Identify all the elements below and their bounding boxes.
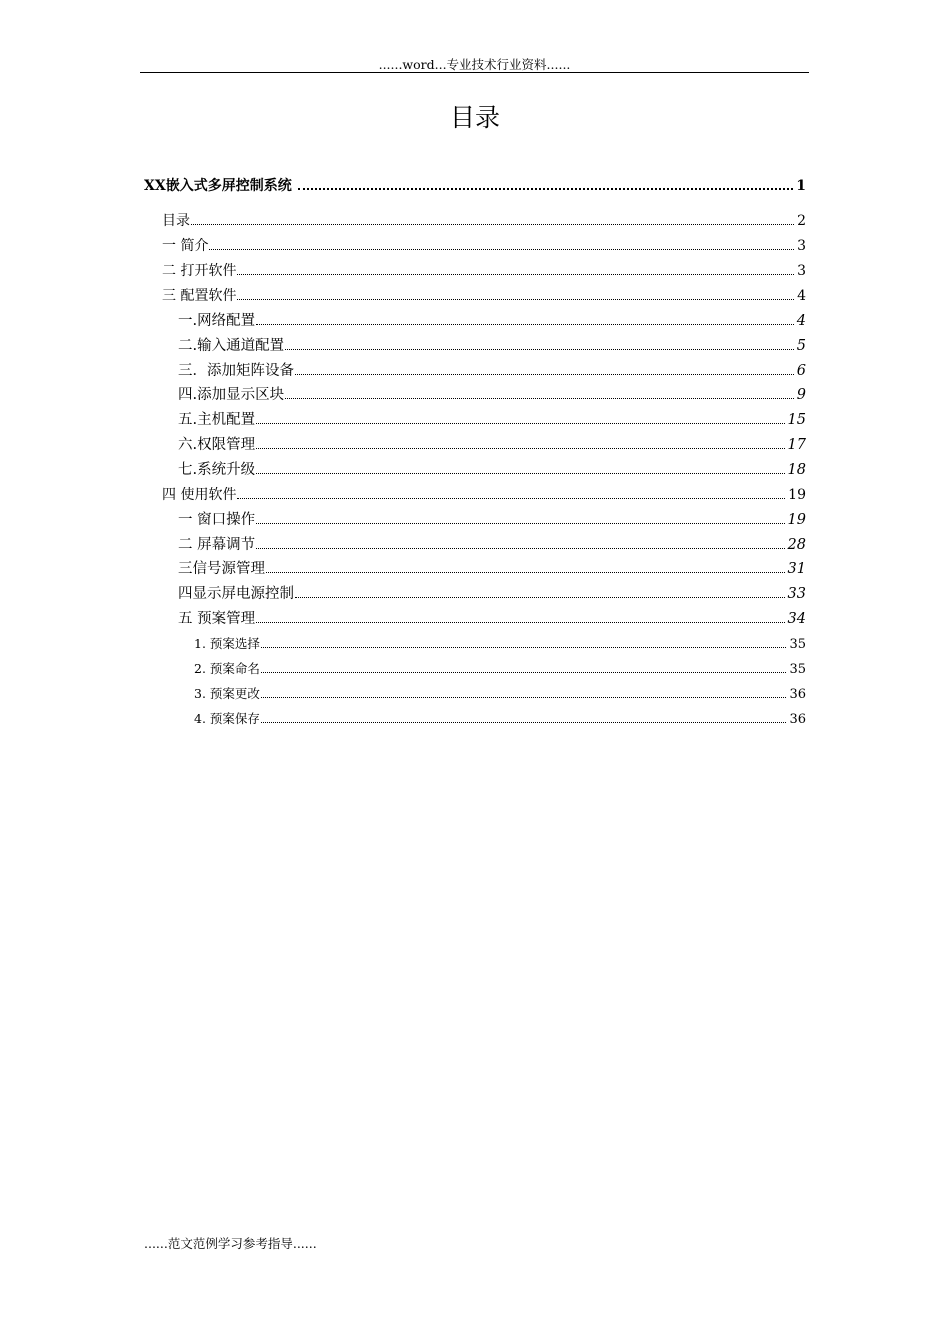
dot-leader [298, 188, 794, 190]
toc-entry-permission-management[interactable] [178, 433, 806, 454]
toc-label: 三信号源管理 [178, 561, 265, 577]
dot-leader [256, 473, 784, 474]
dot-leader [285, 349, 794, 350]
toc-entry-system-upgrade[interactable] [178, 458, 806, 479]
toc-page: 35 [789, 662, 806, 677]
toc-label: 4. 预案保存 [194, 711, 260, 726]
toc-label: 1. 预案选择 [194, 636, 260, 651]
toc-entry-network-config[interactable] [178, 309, 806, 330]
toc-entry-display-power-control[interactable] [178, 582, 806, 603]
header-rule [140, 72, 809, 73]
toc-entry-host-config[interactable] [178, 408, 806, 429]
toc-label: XX嵌入式多屏控制系统 [144, 178, 292, 194]
toc-entry-preset-save[interactable] [194, 709, 806, 727]
dot-leader [237, 274, 794, 275]
toc-page: 9 [796, 387, 806, 403]
toc-page: 4 [797, 288, 806, 304]
dot-leader [266, 572, 785, 573]
toc-label: 六.权限管理 [178, 437, 256, 453]
toc-label: 四显示屏电源控制 [178, 586, 294, 602]
dot-leader [261, 697, 787, 698]
dot-leader [256, 324, 794, 325]
toc-entry-configure-software[interactable] [162, 285, 806, 305]
toc-page: 34 [787, 611, 806, 627]
toc-page: 36 [789, 712, 806, 727]
toc-entry-intro[interactable] [162, 235, 806, 255]
page-title: 目录 [449, 103, 500, 132]
toc-label: 3. 预案更改 [194, 686, 260, 701]
toc-entry-use-software[interactable] [162, 484, 806, 504]
toc-page: 36 [789, 687, 806, 702]
toc-label: 五 预案管理 [178, 611, 256, 627]
toc-entry-preset-naming[interactable] [194, 659, 806, 677]
toc-page: 15 [787, 412, 806, 428]
toc-label: 三 配置软件 [162, 288, 237, 304]
dot-leader [261, 722, 787, 723]
toc-page: 28 [787, 537, 806, 553]
dot-leader [295, 374, 794, 375]
toc-entry-open-software[interactable] [162, 260, 806, 280]
dot-leader [256, 448, 784, 449]
toc-label: 一.网络配置 [178, 313, 256, 329]
toc-page: 3 [797, 238, 806, 254]
toc-page: 35 [789, 637, 806, 652]
dot-leader [237, 498, 785, 499]
toc-label: 四.添加显示区块 [178, 387, 285, 403]
toc-label: 二 屏幕调节 [178, 537, 256, 553]
toc-page: 18 [787, 462, 806, 478]
page-footer: ......范文范例学习参考指导...... [144, 1236, 317, 1251]
toc-entry-add-display-block[interactable] [178, 383, 806, 404]
toc-entry-add-matrix-device[interactable] [178, 359, 806, 380]
toc-page: 17 [787, 437, 806, 453]
dot-leader [261, 647, 787, 648]
dot-leader [237, 299, 794, 300]
toc-page: 33 [787, 586, 806, 602]
toc-label: 三．添加矩阵设备 [178, 363, 294, 379]
toc-label: 一 窗口操作 [178, 512, 256, 528]
toc-entry-screen-adjustment[interactable] [178, 533, 806, 554]
toc-label: 五.主机配置 [178, 412, 256, 428]
toc-entry-preset-change[interactable] [194, 684, 806, 702]
toc-label: 目录 [162, 213, 190, 229]
dot-leader [256, 548, 784, 549]
toc-entry-preset-management[interactable] [178, 607, 806, 628]
toc-page: 4 [796, 313, 806, 329]
toc-page: 19 [787, 512, 806, 528]
dot-leader [261, 672, 787, 673]
toc-page: 2 [797, 213, 806, 229]
toc-page: 31 [787, 561, 806, 577]
toc-label: 2. 预案命名 [194, 661, 260, 676]
toc-label: 二 打开软件 [162, 263, 237, 279]
toc-entry-input-channel-config[interactable] [178, 334, 806, 355]
toc-page: 3 [797, 263, 806, 279]
toc-entry-window-operation[interactable] [178, 508, 806, 529]
toc-entry-system[interactable] [144, 175, 806, 195]
dot-leader [209, 249, 794, 250]
toc-page: 19 [788, 487, 806, 503]
toc-label: 二.输入通道配置 [178, 338, 285, 354]
toc-label: 一 简介 [162, 238, 209, 254]
dot-leader [256, 523, 784, 524]
toc-entry-preset-select[interactable] [194, 634, 806, 652]
toc-entry-signal-source-management[interactable] [178, 557, 806, 578]
toc-page: 6 [796, 363, 806, 379]
toc-entry-contents[interactable] [162, 210, 806, 230]
toc-label: 四 使用软件 [162, 487, 237, 503]
dot-leader [191, 224, 794, 225]
dot-leader [256, 622, 784, 623]
dot-leader [295, 597, 785, 598]
page-header: ......word...专业技术行业资料...... [378, 57, 571, 72]
toc-page: 5 [796, 338, 806, 354]
dot-leader [256, 423, 784, 424]
dot-leader [285, 398, 794, 399]
toc-page: 1 [796, 178, 806, 194]
toc-label: 七.系统升级 [178, 462, 256, 478]
